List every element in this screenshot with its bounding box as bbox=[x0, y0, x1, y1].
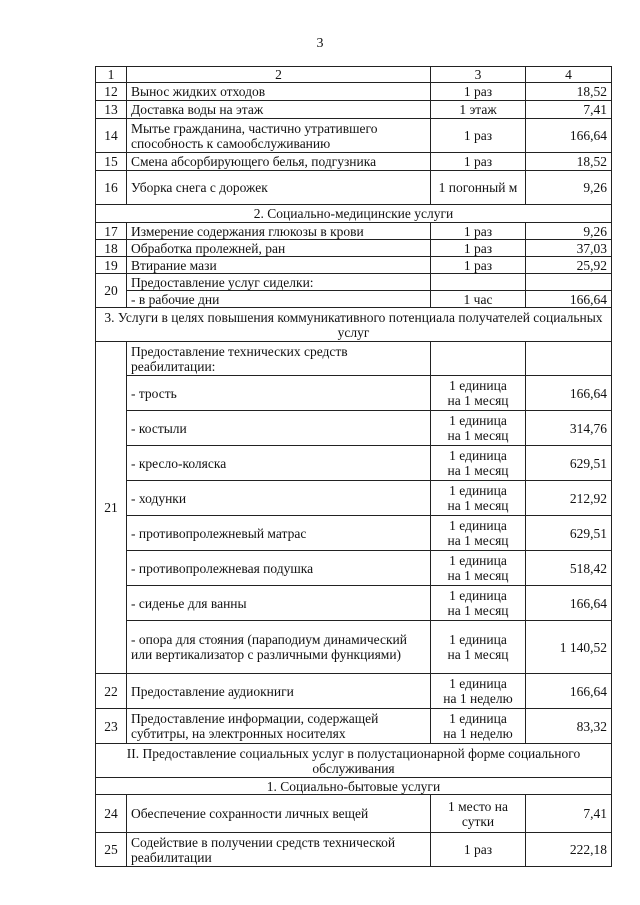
service-unit bbox=[431, 481, 526, 516]
row-number: 20 bbox=[96, 274, 127, 308]
unit-line: сутки bbox=[461, 813, 495, 829]
service-name: - кресло-коляска bbox=[127, 446, 431, 481]
table-row bbox=[96, 119, 612, 153]
service-name: Предоставление информации, содержащей субтитры, на электронных носителях bbox=[127, 709, 431, 744]
table-row bbox=[96, 446, 612, 481]
service-name: Обеспечение сохранности личных вещей bbox=[127, 795, 431, 833]
table-row bbox=[96, 291, 612, 308]
unit-line: 1 единица bbox=[449, 676, 507, 691]
service-price: 166,64 bbox=[526, 586, 612, 621]
tariff-table bbox=[95, 66, 612, 867]
unit-line: 1 единица bbox=[449, 711, 507, 726]
table-row bbox=[96, 795, 612, 833]
service-price: 7,41 bbox=[526, 795, 612, 833]
table-row bbox=[96, 257, 612, 274]
table-row bbox=[96, 411, 612, 446]
unit-line: 1 единица bbox=[449, 553, 507, 568]
service-price: 629,51 bbox=[526, 516, 612, 551]
table-row bbox=[96, 481, 612, 516]
section-row bbox=[96, 744, 612, 778]
service-unit bbox=[431, 551, 526, 586]
row-number: 22 bbox=[96, 674, 127, 709]
service-unit: 1 раз bbox=[431, 223, 526, 240]
unit-line: 1 единица bbox=[449, 378, 507, 393]
unit-line: на 1 месяц bbox=[447, 603, 509, 618]
page-number: 3 bbox=[316, 36, 324, 51]
section-row bbox=[96, 308, 612, 342]
unit-line: на 1 неделю bbox=[443, 691, 513, 706]
header-col-2: 2 bbox=[127, 67, 431, 83]
service-unit: 1 раз bbox=[431, 240, 526, 257]
service-price: 222,18 bbox=[526, 833, 612, 867]
service-name: Доставка воды на этаж bbox=[127, 101, 431, 119]
service-price: 314,76 bbox=[526, 411, 612, 446]
unit-line: 1 единица bbox=[449, 483, 507, 498]
table-row bbox=[96, 240, 612, 257]
section-title: 3. Услуги в целях повышения коммуникативного потенциала получателей социальных услуг bbox=[96, 308, 612, 342]
table-row bbox=[96, 833, 612, 867]
service-price: 9,26 bbox=[526, 171, 612, 205]
service-unit bbox=[431, 446, 526, 481]
service-name: - трость bbox=[127, 376, 431, 411]
service-name: - в рабочие дни bbox=[127, 291, 431, 308]
service-price: 83,32 bbox=[526, 709, 612, 744]
unit-line: 1 единица bbox=[449, 413, 507, 428]
service-name: Содействие в получении средств технической реабилитации bbox=[127, 833, 431, 867]
table-row bbox=[96, 516, 612, 551]
service-unit bbox=[431, 376, 526, 411]
service-price: 166,64 bbox=[526, 291, 612, 308]
service-unit: 1 раз bbox=[431, 119, 526, 153]
row-number: 12 bbox=[96, 83, 127, 101]
row-number: 18 bbox=[96, 240, 127, 257]
service-name: Втирание мази bbox=[127, 257, 431, 274]
table-row bbox=[96, 586, 612, 621]
service-name: Вынос жидких отходов bbox=[127, 83, 431, 101]
row-number: 16 bbox=[96, 171, 127, 205]
empty-cell bbox=[431, 342, 526, 376]
table-row bbox=[96, 171, 612, 205]
table-row bbox=[96, 153, 612, 171]
service-name: - ходунки bbox=[127, 481, 431, 516]
table-row bbox=[96, 709, 612, 744]
row-number: 19 bbox=[96, 257, 127, 274]
service-unit: 1 раз bbox=[431, 83, 526, 101]
service-name: - сиденье для ванны bbox=[127, 586, 431, 621]
service-price: 9,26 bbox=[526, 223, 612, 240]
service-unit: 1 этаж bbox=[431, 101, 526, 119]
table-row bbox=[96, 621, 612, 674]
service-unit bbox=[431, 709, 526, 744]
service-group-title: Предоставление услуг сиделки: bbox=[127, 274, 431, 291]
unit-line: на 1 месяц bbox=[447, 533, 509, 548]
unit-line: на 1 месяц bbox=[447, 393, 509, 408]
table-row bbox=[96, 376, 612, 411]
service-name: Мытье гражданина, частично утратившего способность к самообслуживанию bbox=[127, 119, 431, 153]
service-price: 629,51 bbox=[526, 446, 612, 481]
unit-line: на 1 неделю bbox=[443, 726, 513, 741]
service-unit bbox=[431, 621, 526, 674]
service-name: Предоставление аудиокниги bbox=[127, 674, 431, 709]
service-group-title: Предоставление технических средств реабилитации: bbox=[127, 342, 431, 376]
table-row bbox=[96, 83, 612, 101]
service-name: Уборка снега с дорожек bbox=[127, 171, 431, 205]
service-price: 1 140,52 bbox=[526, 621, 612, 674]
unit-line: 1 единица bbox=[449, 518, 507, 533]
service-price: 7,41 bbox=[526, 101, 612, 119]
service-price: 166,64 bbox=[526, 674, 612, 709]
unit-line: 1 единица bbox=[449, 588, 507, 603]
unit-line: 1 единица bbox=[449, 632, 507, 647]
service-name: Измерение содержания глюкозы в крови bbox=[127, 223, 431, 240]
service-name: - костыли bbox=[127, 411, 431, 446]
row-number: 21 bbox=[96, 342, 127, 674]
service-price: 166,64 bbox=[526, 119, 612, 153]
service-price: 18,52 bbox=[526, 83, 612, 101]
subsection-title: 1. Социально-бытовые услуги bbox=[96, 778, 612, 795]
service-name: - противопролежневая подушка bbox=[127, 551, 431, 586]
row-number: 23 bbox=[96, 709, 127, 744]
service-unit bbox=[431, 411, 526, 446]
service-price: 212,92 bbox=[526, 481, 612, 516]
table-row bbox=[96, 223, 612, 240]
unit-line: на 1 месяц bbox=[447, 498, 509, 513]
service-unit bbox=[431, 586, 526, 621]
table-row bbox=[96, 274, 612, 291]
unit-line: на 1 месяц bbox=[447, 647, 509, 662]
service-name: - опора для стояния (параподиум динамический или вертикализатор с различными функциями) bbox=[127, 621, 431, 674]
service-price: 518,42 bbox=[526, 551, 612, 586]
section-title: II. Предоставление социальных услуг в полустационарной форме социального обслуживания bbox=[96, 744, 612, 778]
service-price: 166,64 bbox=[526, 376, 612, 411]
table-row bbox=[96, 551, 612, 586]
service-unit: 1 раз bbox=[431, 257, 526, 274]
empty-cell bbox=[431, 274, 526, 291]
service-price: 18,52 bbox=[526, 153, 612, 171]
table-row bbox=[96, 674, 612, 709]
service-name: Смена абсорбирующего белья, подгузника bbox=[127, 153, 431, 171]
service-unit: 1 погонный м bbox=[431, 171, 526, 205]
service-price: 37,03 bbox=[526, 240, 612, 257]
header-col-1: 1 bbox=[96, 67, 127, 83]
service-unit: 1 раз bbox=[431, 833, 526, 867]
service-name: Обработка пролежней, ран bbox=[127, 240, 431, 257]
service-unit bbox=[431, 674, 526, 709]
header-col-3: 3 bbox=[431, 67, 526, 83]
section-row bbox=[96, 205, 612, 223]
table-row bbox=[96, 342, 612, 376]
row-number: 24 bbox=[96, 795, 127, 833]
empty-cell bbox=[526, 274, 612, 291]
section-row bbox=[96, 778, 612, 795]
table-row bbox=[96, 101, 612, 119]
section-title: 2. Социально-медицинские услуги bbox=[96, 205, 612, 223]
row-number: 17 bbox=[96, 223, 127, 240]
service-unit: 1 раз bbox=[431, 153, 526, 171]
service-unit: 1 час bbox=[431, 291, 526, 308]
header-col-4: 4 bbox=[526, 67, 612, 83]
service-unit bbox=[431, 795, 526, 833]
row-number: 14 bbox=[96, 119, 127, 153]
unit-line: на 1 месяц bbox=[447, 428, 509, 443]
unit-line: 1 единица bbox=[449, 448, 507, 463]
unit-line: на 1 месяц bbox=[447, 463, 509, 478]
empty-cell bbox=[526, 342, 612, 376]
service-price: 25,92 bbox=[526, 257, 612, 274]
unit-line: на 1 месяц bbox=[447, 568, 509, 583]
row-number: 13 bbox=[96, 101, 127, 119]
row-number: 25 bbox=[96, 833, 127, 867]
service-unit bbox=[431, 516, 526, 551]
service-name: - противопролежневый матрас bbox=[127, 516, 431, 551]
table-header-row bbox=[96, 67, 612, 83]
row-number: 15 bbox=[96, 153, 127, 171]
unit-line: 1 место на bbox=[447, 798, 509, 814]
